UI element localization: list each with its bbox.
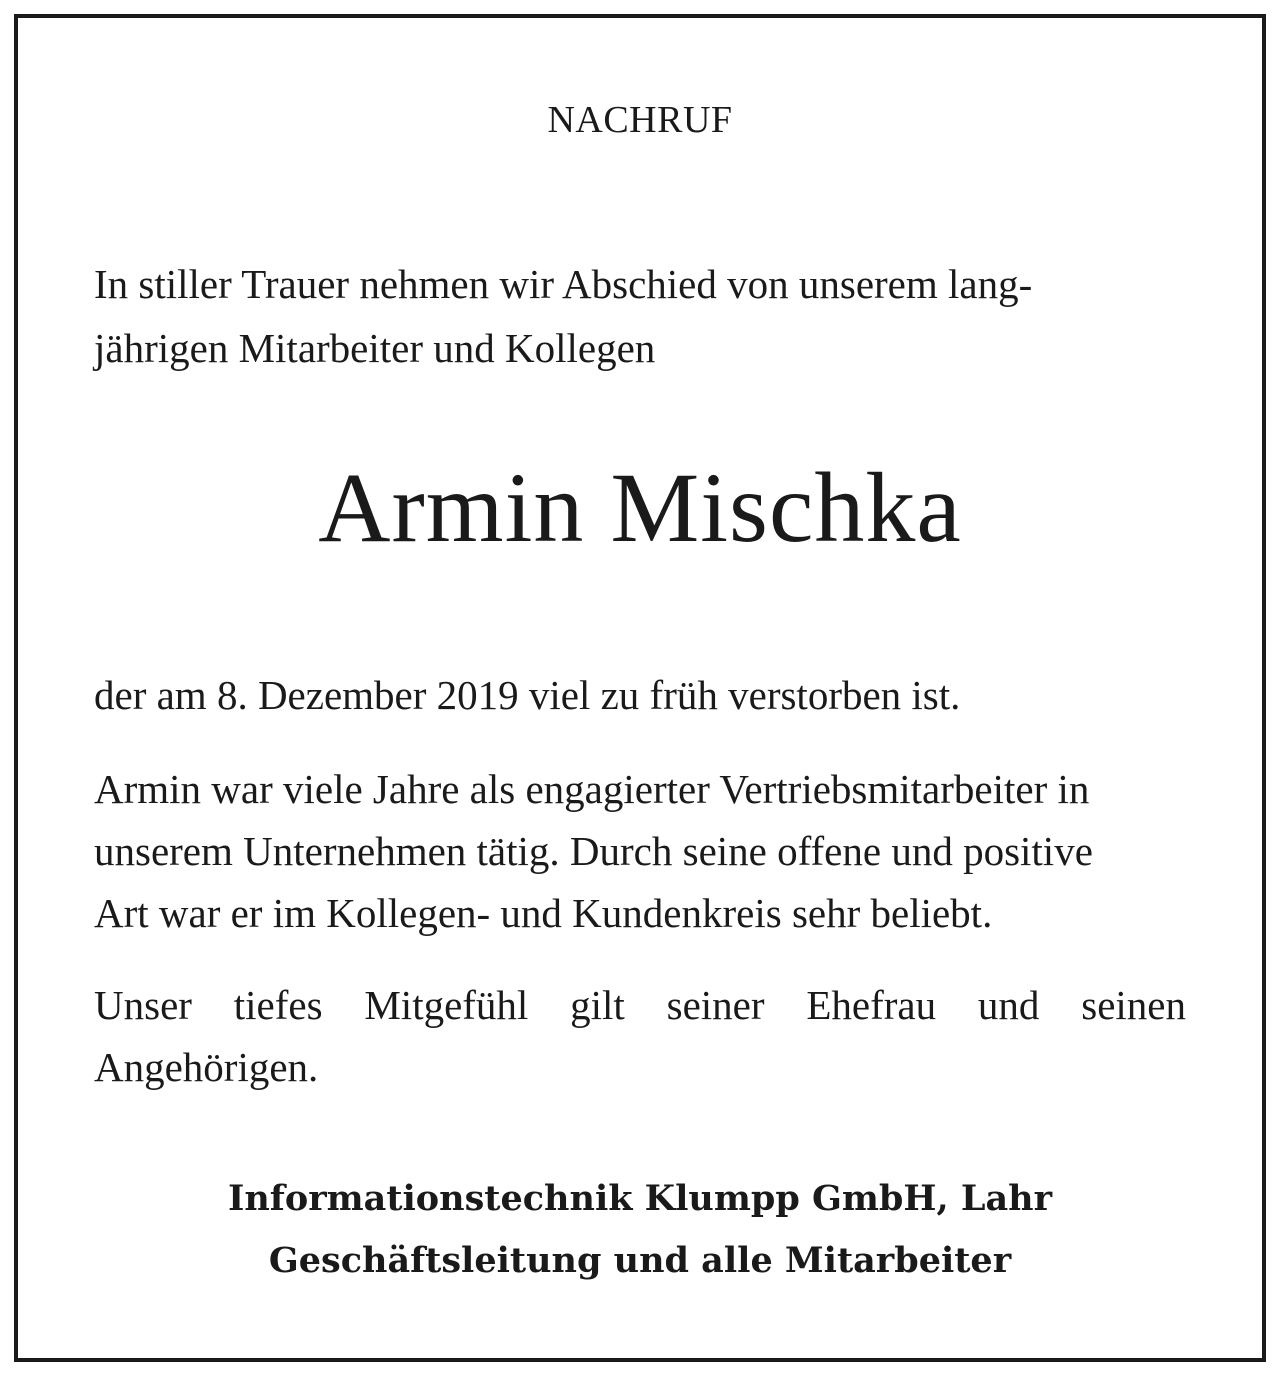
intro-line: jährigen Mitarbeiter und Kollegen	[94, 325, 656, 371]
death-date-line: der am 8. Dezember 2019 viel zu früh verstorben ist.	[94, 672, 961, 718]
tribute-line: Armin war viele Jahre als engagierter Vertriebsmitarbeiter in	[94, 766, 1090, 812]
condolence-line: Angehörigen.	[94, 1044, 319, 1090]
intro-line: In stiller Trauer nehmen wir Abschied von unserem lang-	[94, 261, 1033, 307]
obituary-notice-frame	[14, 14, 1266, 1362]
deceased-name: Armin Mischka	[318, 452, 962, 563]
intro-paragraph	[94, 252, 1194, 380]
condolence-paragraph	[94, 974, 1186, 1098]
death-date-paragraph	[94, 664, 1186, 726]
tribute-paragraph	[94, 758, 1186, 944]
signature-company: Informationstechnik Klumpp GmbH, Lahr	[227, 1178, 1053, 1219]
notice-heading: NACHRUF	[547, 99, 733, 141]
tribute-line: unserem Unternehmen tätig. Durch seine offene und positive	[94, 828, 1093, 874]
condolence-line: Unser tiefes Mitgefühl gilt seiner Ehefrau und seinen	[94, 982, 1186, 1028]
signature-from: Geschäftsleitung und alle Mitarbeiter	[268, 1240, 1012, 1281]
signature-block	[18, 1168, 1262, 1292]
tribute-line: Art war er im Kollegen- und Kundenkreis sehr beliebt.	[94, 890, 993, 936]
